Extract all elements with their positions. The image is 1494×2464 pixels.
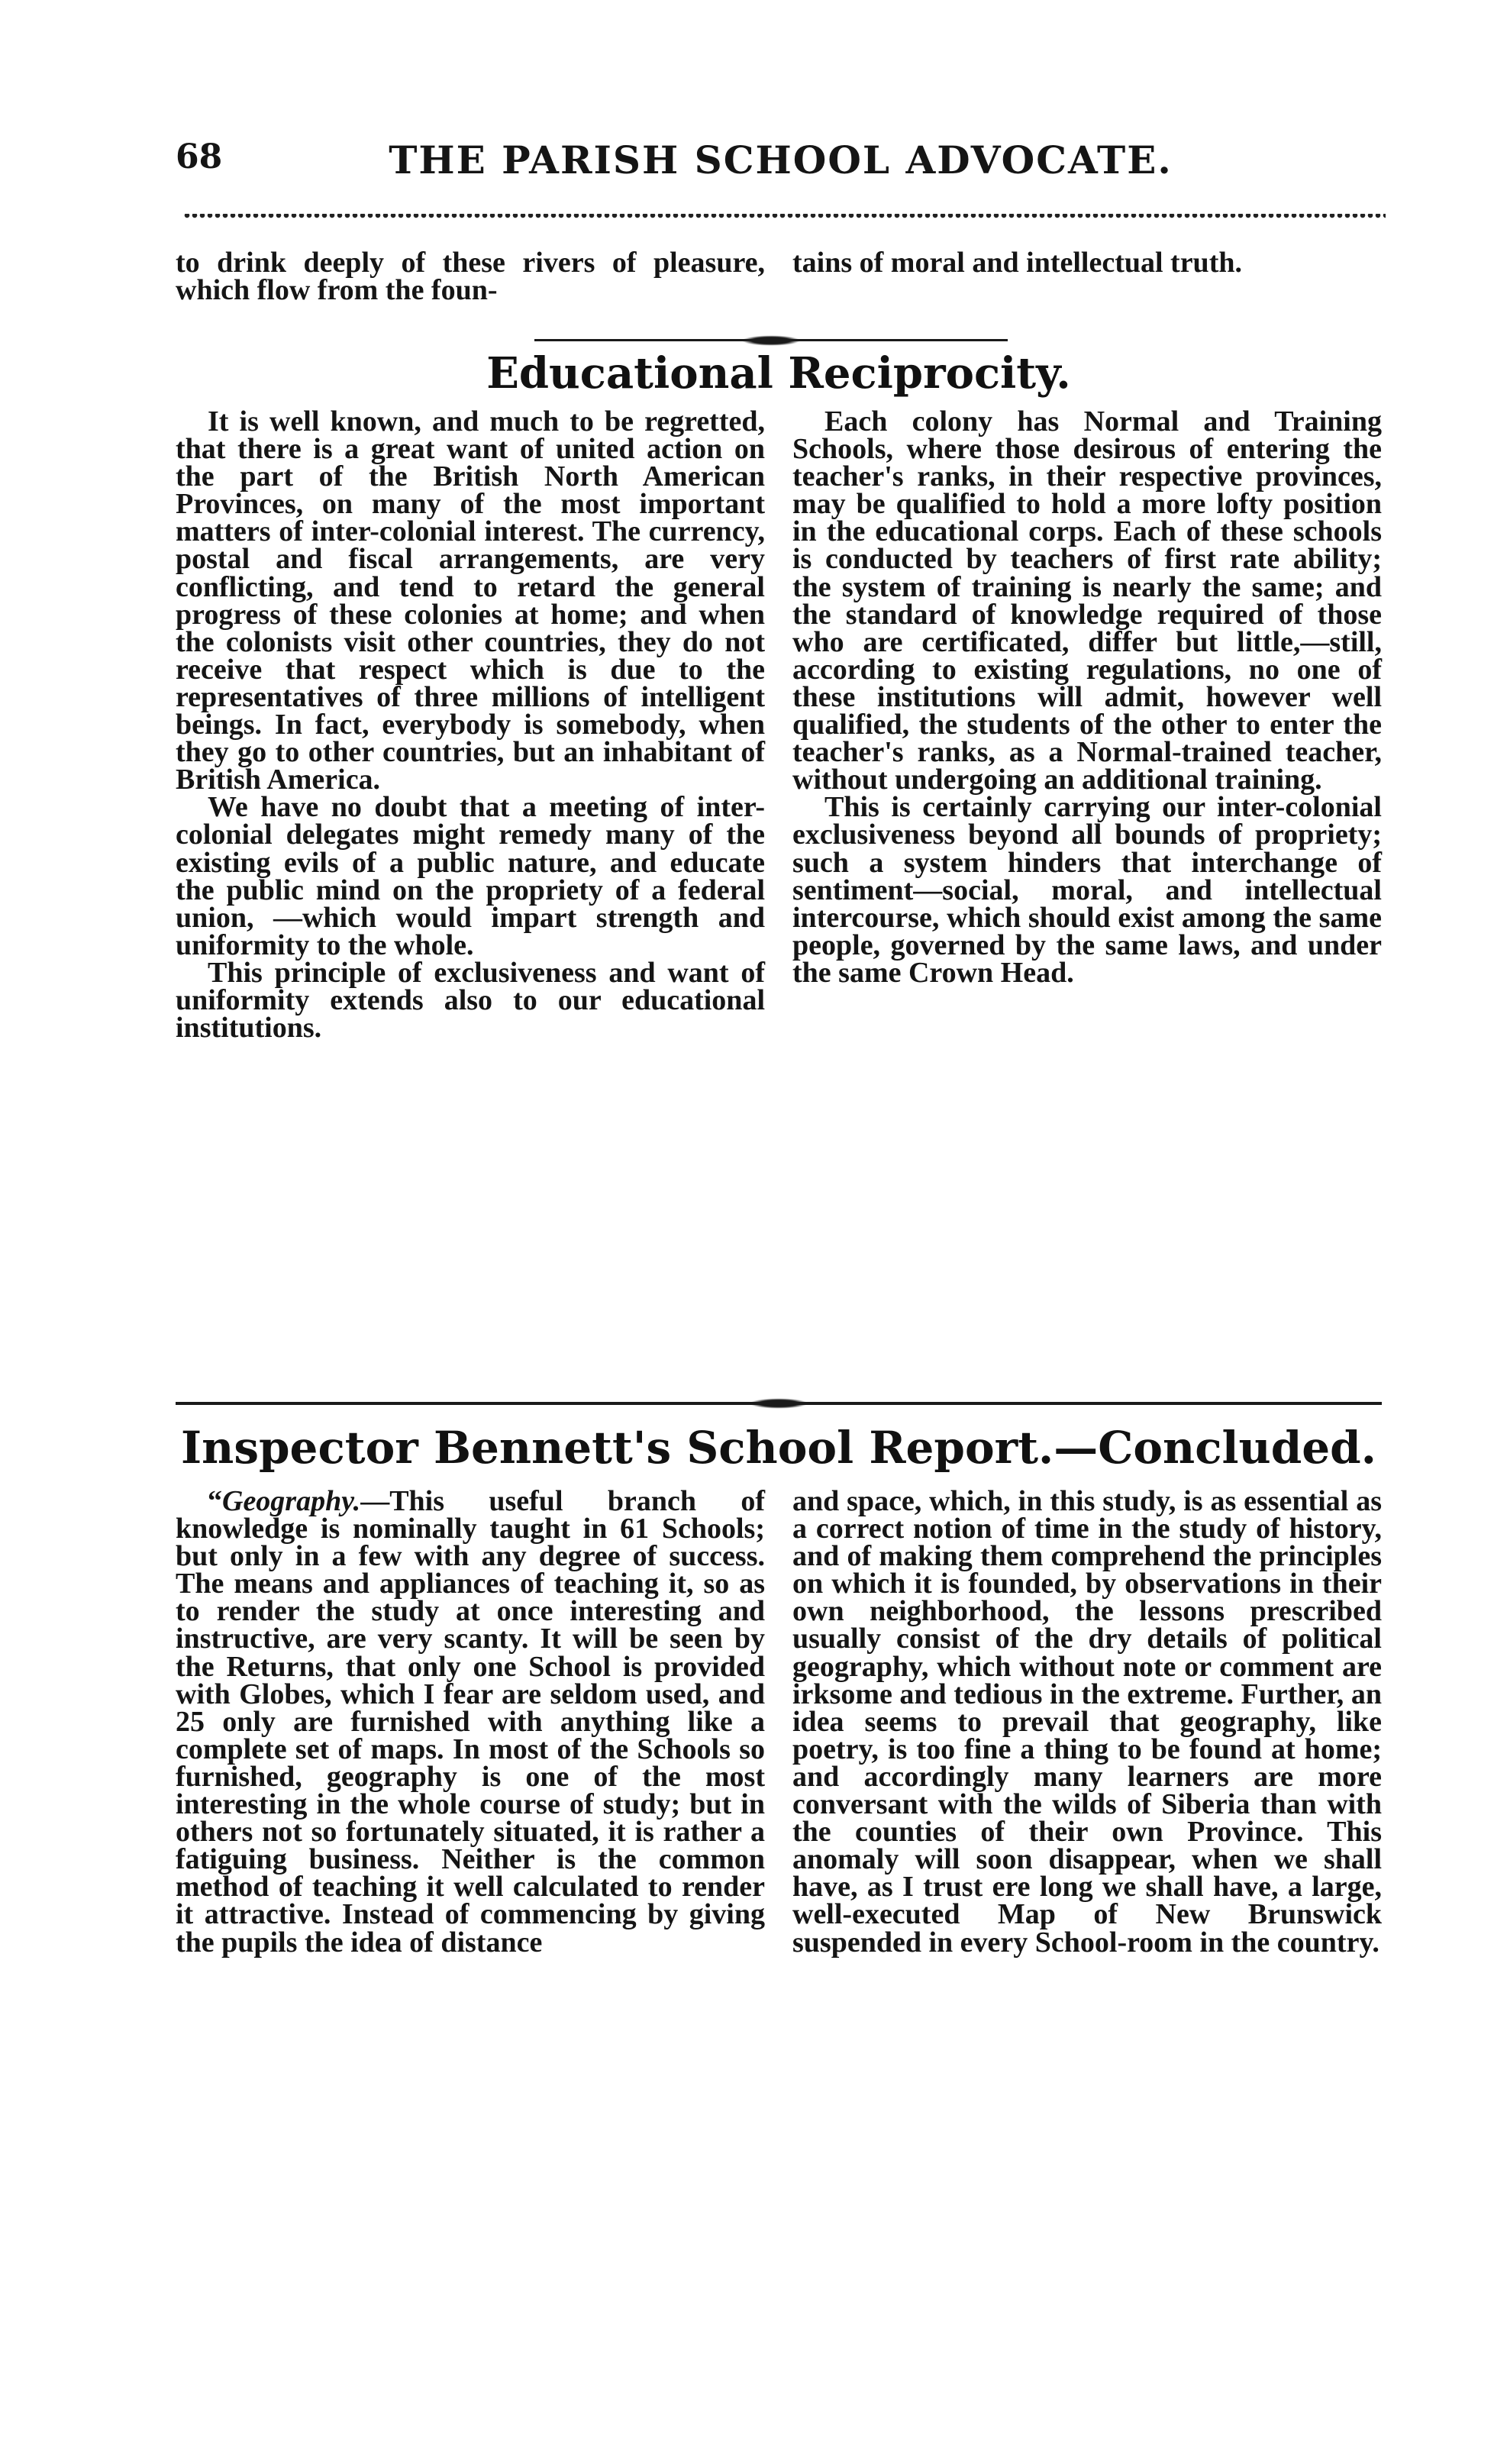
divider-ornament [744, 1397, 813, 1410]
article1-right-column [792, 405, 1382, 989]
article2-right-text: and space, which, in this study, is as essential as a correct notion of time in the study of history, and of making them comprehend the principles on which it is founded, by observations in their own neighborhood, the lessons prescribed usually consist of the dry details of political geography, which without note or comment are irksome and tedious in the extreme. Further, an idea seems to prevail that geography, like poetry, is too fine a thing to be found at home; and accordingly many learners are more conversant with the wilds of Siberia than with the counties of their own Province. This anomaly will soon disappear, when we shall have, as I trust ere long we shall have, a large, well-executed Map of New Brunswick suspended in every School-room in the country. [792, 1485, 1382, 1959]
page-number: 68 [176, 137, 223, 176]
article2-left-text [176, 1485, 765, 1959]
article2-right-column [792, 1485, 1382, 1959]
article1-paragraph: This is certainly carrying our inter-colonial exclusiveness beyond all bounds of propriety; such a system hinders that interchange of sentiment—social, moral, and intellectual intercourse, which should exist among the same people, governed by the same laws, and under the same Crown Head. [792, 791, 1382, 989]
divider-ornament [737, 334, 805, 347]
intro-left-column [176, 247, 765, 307]
topic-geography: Geography. [222, 1485, 361, 1517]
article2-left-column [176, 1485, 765, 1959]
article1-paragraph: We have no doubt that a meeting of inter-colonial delegates might remedy many of the existing evils of a public nature, and educate the public mind on the propriety of a federal union, —which would impart strength and uniformity to the whole. [176, 791, 765, 961]
section-divider-1 [534, 339, 1008, 341]
article1-paragraph: Each colony has Normal and Training Schools, where those desirous of entering the teacher's ranks, in their respective provinces, may be qualified to hold a more lofty position in the educational corps. Each of these schools is conducted by teachers of first rate ability; the system of training is nearly the same; and the standard of knowledge required of those who are certificated, differ but little,—still, according to existing regulations, no one of these institutions will admit, however well qualified, the students of the other to enter the teacher's ranks, as a Normal-trained teacher, without undergoing an additional training. [792, 405, 1382, 796]
intro-left-text: to drink deeply of these rivers of pleasure, which flow from the foun- [176, 247, 765, 307]
article-title-inspector-report: Inspector Bennett's School Report.—Concluded. [181, 1422, 1376, 1474]
running-title: THE PARISH SCHOOL ADVOCATE. [389, 137, 1173, 182]
article-title-educational-reciprocity: Educational Reciprocity. [486, 348, 1071, 399]
article1-paragraph: It is well known, and much to be regretted, that there is a great want of united action on the part of the British North American Provinces, on many of the most important matters of inter-colonial interest. The currency, postal and fiscal arrangements, are very conflicting, and tend to retard the general progress of these colonies at home; and when the colonists visit other countries, they do not receive that respect which is due to the representatives of three millions of intelligent beings. In fact, everybody is somebody, when they go to other countries, but an inhabitant of British America. [176, 405, 765, 796]
article2-left-body: —This useful branch of knowledge is nominally taught in 61 Schools; but only in a few with any degree of success. The means and appliances of teaching it, so as to render the study at once interesting and instructive, are very scanty. It will be seen by the Returns, that only one School is provided with Globes, which I fear are seldom used, and 25 only are furnished with anything like a complete set of maps. In most of the Schools so furnished, geography is one of the most interesting in the whole course of study; but in others not so fortunately situated, it is rather a fatiguing business. Neither is the common method of teaching it well calculated to render it attractive. Instead of commencing by giving the pupils the idea of distance [176, 1485, 765, 1959]
article1-left-column [176, 405, 765, 1045]
page-header [176, 137, 1386, 191]
section-divider-2 [176, 1402, 1382, 1405]
intro-right-column [792, 247, 1382, 279]
article1-paragraph: This principle of exclusiveness and want of uniformity extends also to our educational institutions. [176, 956, 765, 1045]
header-wavy-rule [183, 214, 1386, 224]
opening-quote: “ [208, 1485, 222, 1517]
intro-right-text: tains of moral and intellectual truth. [792, 247, 1242, 279]
